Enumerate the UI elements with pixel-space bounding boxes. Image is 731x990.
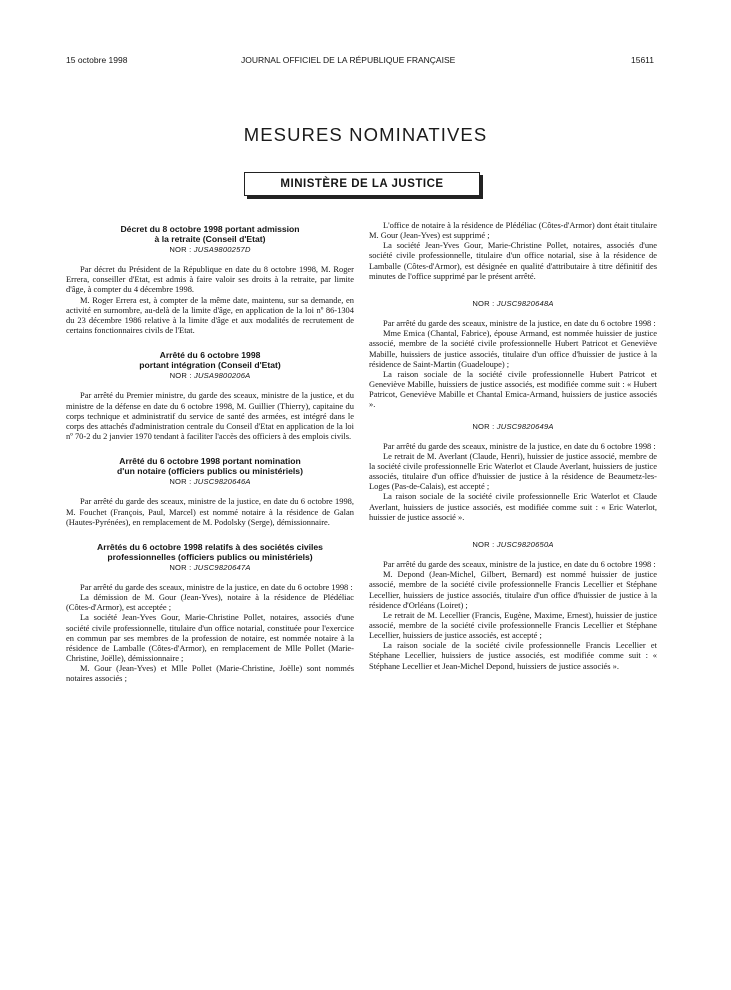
- nor-reference: NOR : JUSC9820647A: [169, 562, 251, 572]
- left-column: [66, 220, 354, 684]
- article-title: Décret du 8 octobre 1998 portant admission à la retraite (Conseil d'Etat): [120, 224, 300, 244]
- paragraph: M. Gour (Jean-Yves) et Mlle Pollet (Marie-Christine, Joëlle) sont nommés notaires associés ;: [66, 663, 354, 684]
- paragraph: Par arrêté du garde des sceaux, ministre de la justice, en date du 6 octobre 1998 :: [80, 581, 353, 592]
- nor-reference: NOR : JUSC9820646A: [169, 477, 251, 487]
- article-title: Arrêté du 6 octobre 1998 portant intégration (Conseil d'Etat): [139, 350, 281, 371]
- header-date: 15 octobre 1998: [66, 55, 128, 65]
- paragraph: Mme Emica (Chantal, Fabrice), épouse Armand, est nommée huissier de justice associé, membre de la société civile professionnelle Hubert Patricot et Geneviève Mabille, huissiers de justice associés, titulaire d'un office d'huissier de justice à la résidence de Saint-Martin (Guadeloupe) ;: [369, 328, 657, 369]
- nor-reference: NOR : JUSC9820648A: [472, 298, 554, 308]
- paragraph: La société Jean-Yves Gour, Marie-Christine Pollet, notaires, associés d'une société civile professionnelle, titulaire d'un office notarial, constituée pour l'exercice en commun par ses membres de la profession de notaire, est nommée notaire à la résidence de Lamballe (Côtes-d'Armor), en remplacement de Mlle Pollet (Marie-Christine, Joëlle), démissionnaire ;: [66, 612, 354, 664]
- ministry-heading: MINISTÈRE DE LA JUSTICE: [244, 172, 480, 196]
- paragraph: Le retrait de M. Lecellier (Francis, Eugène, Maxime, Ernest), huissier de justice associé, membre de la société civile professionnelle Francis Lecellier et Stéphane Lecellier, huissiers de justice associés, est accepté ;: [369, 609, 657, 641]
- paragraph: Par arrêté du garde des sceaux, ministre de la justice, en date du 6 octobre 1998 :: [383, 318, 656, 329]
- section-title: MESURES NOMINATIVES: [243, 124, 488, 145]
- paragraph: La raison sociale de la société civile professionnelle Francis Lecellier et Stéphane Lecellier, huissiers de justice associés, est modifiée comme suit : « Stéphane Lecellier et Jean-Michel Depond, huissiers de justice associés ».: [369, 640, 657, 671]
- paragraph: La raison sociale de la société civile professionnelle Eric Waterlot et Claude Averlant, huissiers de justice associés, est modifiée comme suit : « Eric Waterlot, huissier de justice associé ».: [369, 491, 657, 522]
- paragraph: Par arrêté du garde des sceaux, ministre de la justice, en date du 6 octobre 1998 :: [383, 559, 656, 570]
- paragraph: Le retrait de M. Averlant (Claude, Henri), huissier de justice associé, membre de la société civile professionnelle Eric Waterlot et Claude Averlant, huissiers de justice associés, titulaire d'un office d'huissier de justice à la résidence de Beaumetz-les-Loges (Pas-de-Calais), est accepté ;: [369, 450, 657, 492]
- nor-reference: NOR : JUSA9800206A: [169, 371, 251, 381]
- article-title: Arrêtés du 6 octobre 1998 relatifs à des sociétés civiles professionnelles (officiers publics ou ministériels): [97, 541, 323, 562]
- paragraph: La raison sociale de la société civile professionnelle Hubert Patricot et Geneviève Mabille, huissiers de justice associés, est modifiée comme suit : « Hubert Patricot, Geneviève Mabille et Chantal Emica-Armand, huissiers de justice associés ».: [369, 368, 657, 410]
- paragraph: M. Roger Errera est, à compter de la même date, maintenu, sur sa demande, en activité en surnombre, au-delà de la limite d'âge, en application de la loi nº 86-1304 du 23 décembre 1986 relative à la limite d'âge et aux modalités de recrutement de certains fonctionnaires civils de l'Etat.: [66, 294, 354, 336]
- paragraph: Par arrêté du garde des sceaux, ministre de la justice, en date du 6 octobre 1998, M. Fouchet (François, Paul, Marcel) est nommé notaire à la résidence de Galan (Hautes-Pyrénées), en remplacement de M. Podolsky (Serge), démissionnaire.: [66, 496, 354, 527]
- paragraph: La démission de M. Gour (Jean-Yves), notaire à la résidence de Plédéliac (Côtes-d'Armor), est acceptée ;: [66, 592, 354, 613]
- nor-reference: NOR : JUSC9820650A: [472, 539, 554, 549]
- header-journal-title: JOURNAL OFFICIEL DE LA RÉPUBLIQUE FRANÇAISE: [241, 55, 456, 65]
- nor-reference: NOR : JUSA9800257D: [169, 245, 251, 254]
- paragraph: Par arrêté du Premier ministre, du garde des sceaux, ministre de la justice, et du ministre de la défense en date du 6 octobre 1998, M. Guillier (Thierry), capitaine du corps technique et administratif du service de santé des armées, est intégré dans le corps des attachés d'administration centrale du Conseil d'Etat en application de la loi nº 70-2 du 2 janvier 1970 tendant à faciliter l'accès des officiers à des emplois civils.: [66, 390, 354, 442]
- paragraph: Par décret du Président de la République en date du 8 octobre 1998, M. Roger Errera, conseiller d'Etat, est admis à faire valoir ses droits à la retraite, par limite d'âge, à compter du 4 décembre 1998.: [66, 264, 354, 295]
- paragraph: L'office de notaire à la résidence de Plédéliac (Côtes-d'Armor) dont était titulaire M. Gour (Jean-Yves) est supprimé ;: [369, 220, 657, 241]
- nor-reference: NOR : JUSC9820649A: [472, 421, 554, 431]
- article-title: Arrêté du 6 octobre 1998 portant nomination d'un notaire (officiers publics ou ministériels): [117, 456, 303, 477]
- header-page-number: 15611: [631, 55, 655, 65]
- paragraph: M. Depond (Jean-Michel, Gilbert, Bernard) est nommé huissier de justice associé, membre de la société civile professionnelle Francis Lecellier et Stéphane Lecellier, huissiers de justice associés, titulaire d'un office d'huissier de justice à la résidence d'Orléans (Loiret) ;: [369, 569, 657, 610]
- right-column: [369, 220, 657, 671]
- paragraph: La société Jean-Yves Gour, Marie-Christine Pollet, notaires, associés d'une société civile professionnelle, titulaire d'un office notarial, sise à la résidence de Lamballe (Côtes-d'Armor), est désignée en qualité d'attributaire à titre définitif des minutes de l'office supprimé par le présent arrêté.: [369, 240, 657, 281]
- paragraph: Par arrêté du garde des sceaux, ministre de la justice, en date du 6 octobre 1998 :: [383, 440, 656, 451]
